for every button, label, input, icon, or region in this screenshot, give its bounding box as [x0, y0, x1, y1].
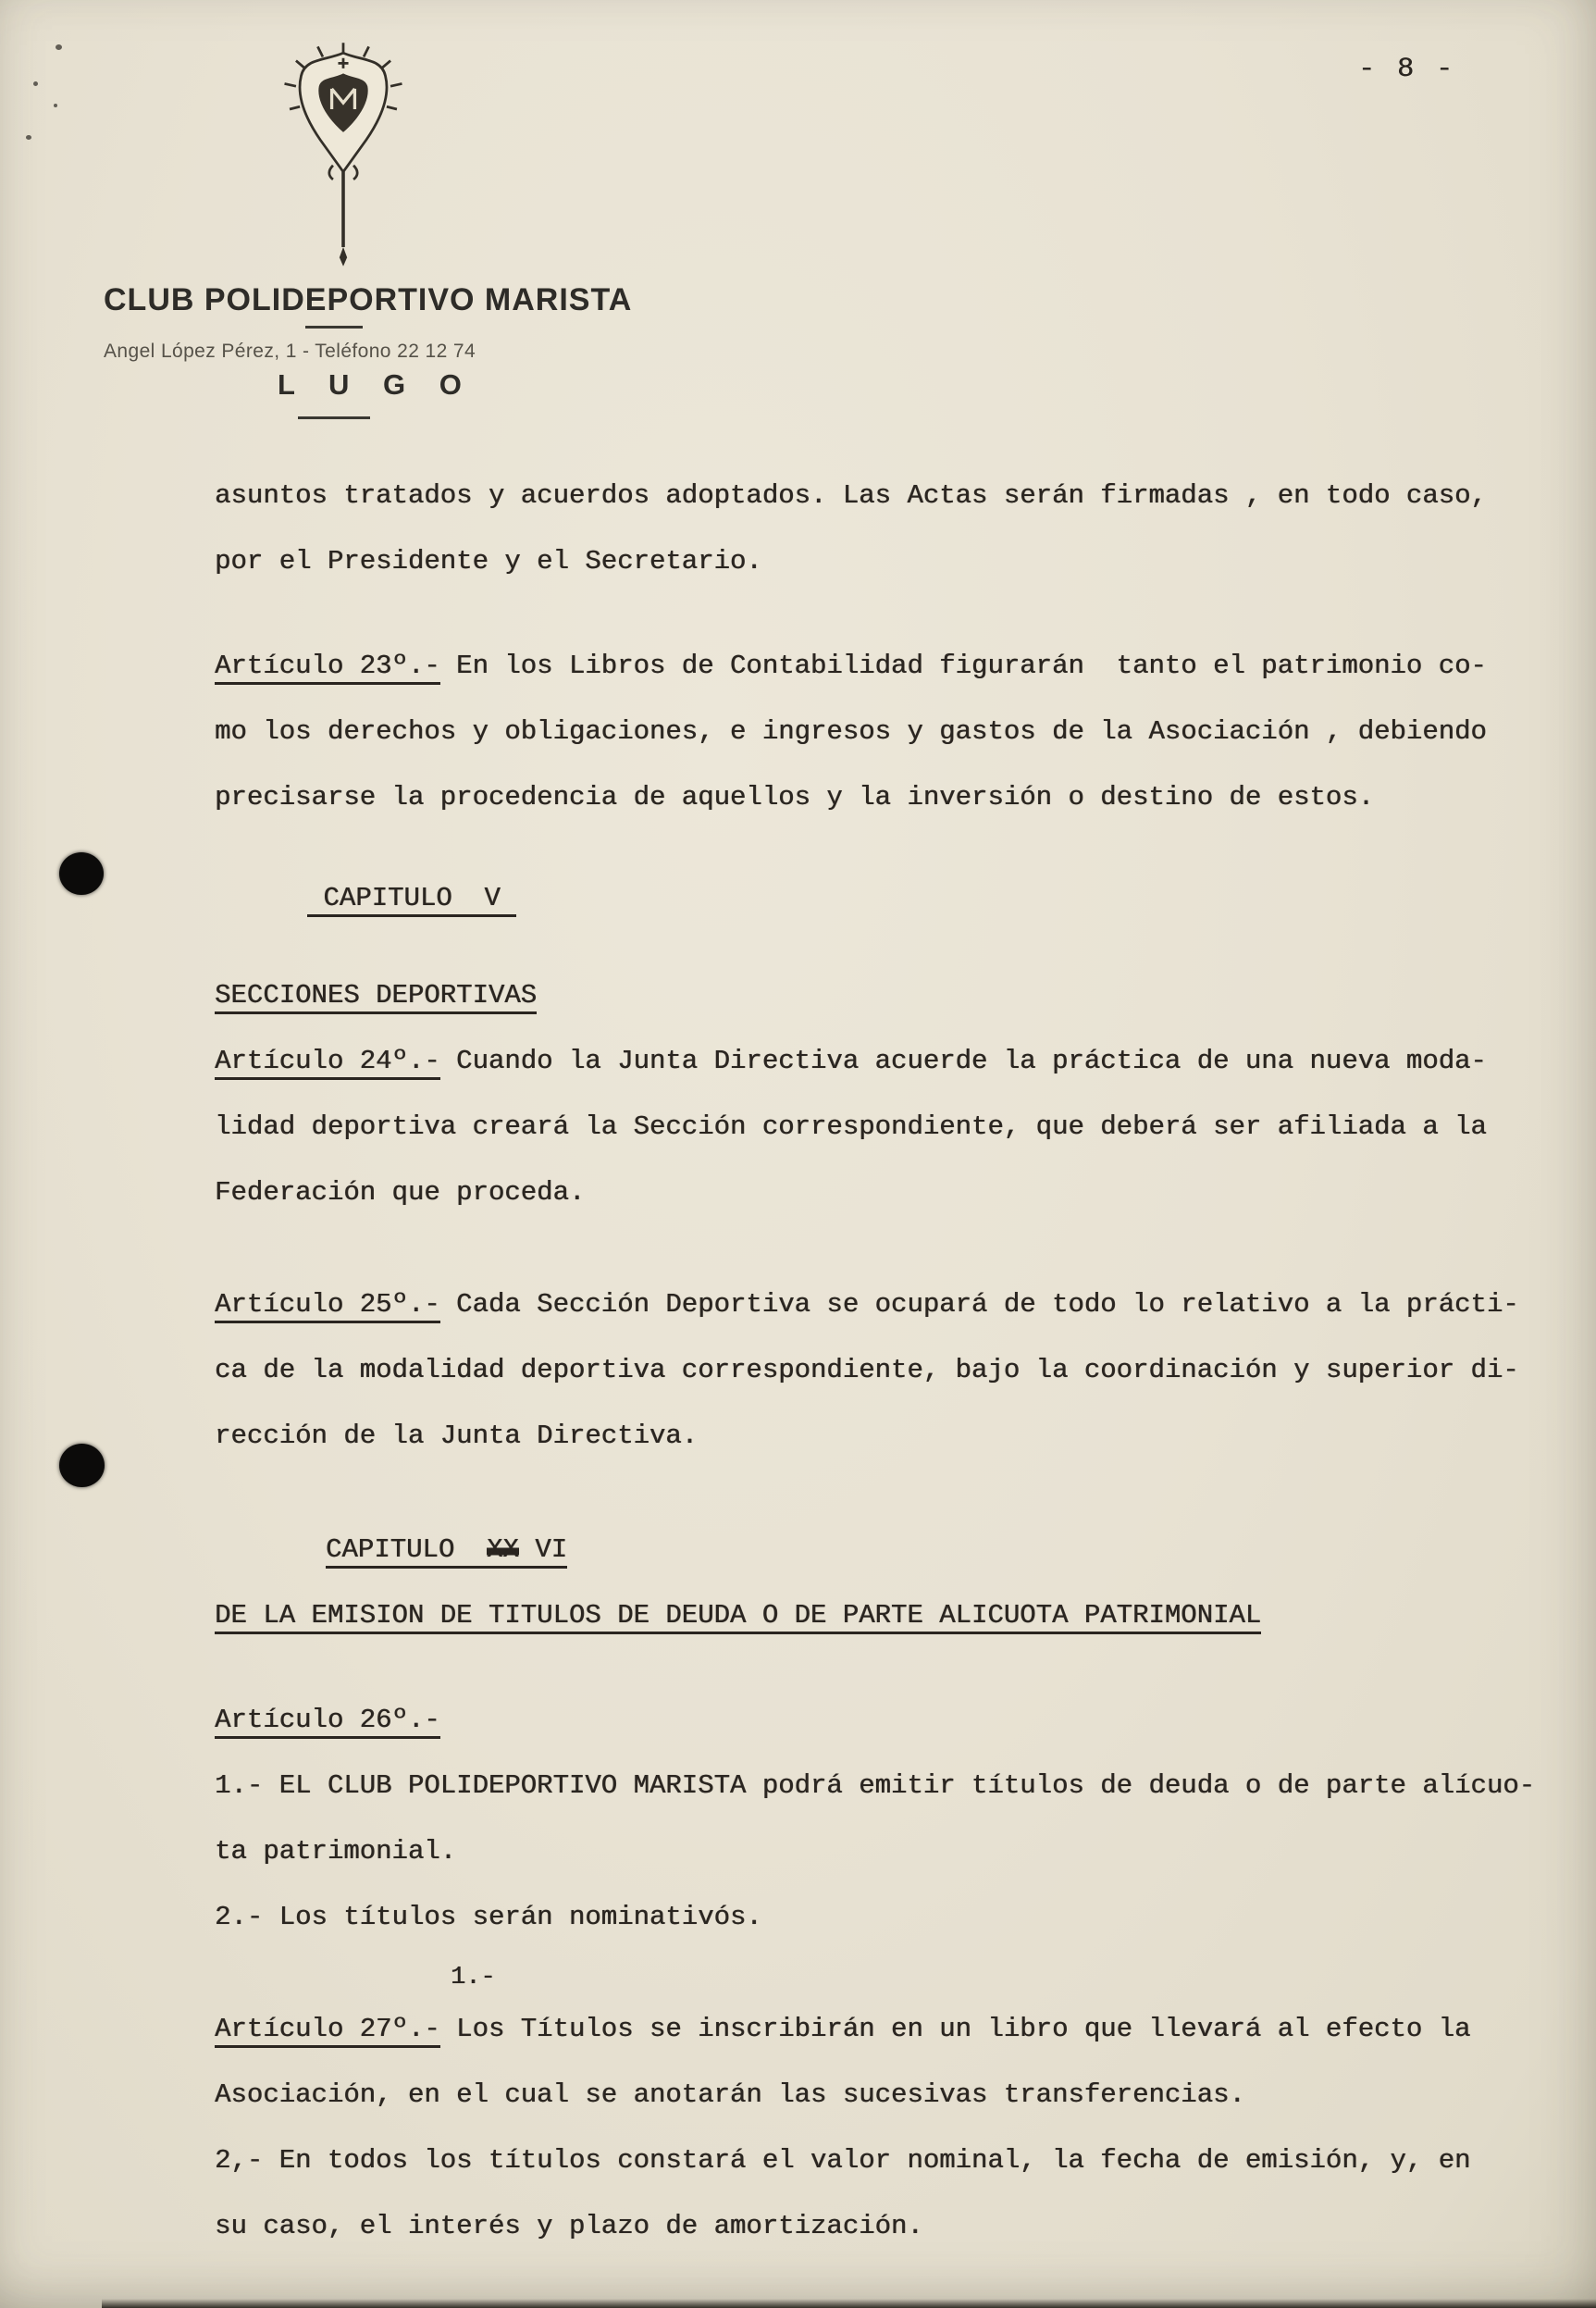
- club-name-rule: [305, 326, 363, 329]
- underlined-text: Artículo 26º.-: [215, 1705, 440, 1739]
- text-line: [215, 1337, 1575, 1403]
- text-line: [215, 1582, 1575, 1648]
- text-line: [215, 1272, 1575, 1337]
- underlined-text: Artículo 25º.-: [215, 1289, 440, 1323]
- paragraph-block: [215, 865, 1575, 931]
- typed-text: Los Títulos se inscribirán en un libro que llevará al efecto la: [439, 2014, 1471, 2044]
- text-line: [215, 1160, 1575, 1225]
- underlined-text: Artículo 27º.-: [215, 2014, 440, 2048]
- paragraph-block: [215, 463, 1575, 594]
- paragraph-block: [215, 1959, 1575, 2259]
- underlined-text: CAPITULO: [326, 1534, 487, 1569]
- text-line: [215, 2193, 1575, 2259]
- text-line: [215, 1753, 1575, 1818]
- ink-blot-2: [59, 1444, 105, 1487]
- typed-text: Asociación, en el cual se anotarán las sucesivas transferencias.: [215, 2079, 1245, 2110]
- typed-text: 2,- En todos los títulos constará el valor nominal, la fecha de emisión, y, en: [215, 2145, 1471, 2176]
- typed-text: Federación que proceda.: [215, 1177, 586, 1208]
- text-line: [215, 962, 1575, 1028]
- text-line: [215, 2062, 1575, 2128]
- underlined-text: XX: [487, 1534, 519, 1569]
- club-name: CLUB POLIDEPORTIVO MARISTA: [104, 282, 633, 317]
- paragraph-block: [215, 1687, 1575, 1950]
- typed-text: 2.- Los títulos serán nominativós.: [215, 1902, 762, 1932]
- scan-speck: [26, 135, 31, 140]
- text-line: [215, 699, 1575, 764]
- paragraph-block: [215, 1272, 1575, 1469]
- text-line: [215, 463, 1575, 528]
- underlined-text: DE LA EMISION DE TITULOS DE DEUDA O DE PARTE ALICUOTA PATRIMONIAL: [215, 1600, 1261, 1634]
- typed-text: asuntos tratados y acuerdos adoptados. Las Actas serán firmadas , en todo caso,: [215, 480, 1487, 511]
- typed-text: precisarse la procedencia de aquellos y la inversión o destino de estos.: [215, 782, 1375, 813]
- text-line: [215, 764, 1575, 830]
- paragraph-block: [215, 962, 1575, 1225]
- underlined-text: CAPITULO V: [307, 883, 516, 917]
- text-line: [215, 1517, 1575, 1582]
- typed-text: En los Libros de Contabilidad figurarán tanto el patrimonio co-: [439, 651, 1487, 681]
- text-line: [215, 1996, 1575, 2062]
- text-line: [215, 865, 1575, 931]
- text-line: [215, 1028, 1575, 1094]
- underlined-text: SECCIONES DEPORTIVAS: [215, 980, 537, 1014]
- text-line: [215, 1403, 1575, 1469]
- scan-speck: [33, 81, 38, 86]
- text-line: [215, 1959, 1575, 1996]
- typed-text: Cuando la Junta Directiva acuerde la práctica de una nueva moda-: [439, 1046, 1487, 1076]
- underlined-text: Artículo 24º.-: [215, 1046, 440, 1080]
- scan-speck: [56, 44, 62, 50]
- text-line: [215, 1094, 1575, 1160]
- underlined-text: VI: [519, 1534, 567, 1569]
- typed-text: 1.-: [451, 1964, 496, 1992]
- typed-text: mo los derechos y obligaciones, e ingresos y gastos de la Asociación , debiendo: [215, 716, 1487, 747]
- document-body: [215, 463, 1575, 2259]
- typed-text: rección de la Junta Directiva.: [215, 1421, 699, 1451]
- page-number: - 8 -: [1358, 54, 1456, 85]
- underlined-text: Artículo 23º.-: [215, 651, 440, 685]
- typed-text: su caso, el interés y plazo de amortización.: [215, 2211, 923, 2241]
- scan-edge: [102, 2299, 1596, 2308]
- typed-text: ca de la modalidad deportiva correspondiente, bajo la coordinación y superior di-: [215, 1355, 1519, 1385]
- club-crest-logo: [279, 43, 407, 267]
- club-city-rule: [298, 416, 370, 419]
- paragraph-block: [215, 1517, 1575, 1648]
- paragraph-block: [215, 633, 1575, 830]
- typed-text: ta patrimonial.: [215, 1836, 457, 1867]
- typed-text: 1.- EL CLUB POLIDEPORTIVO MARISTA podrá emitir títulos de deuda o de parte alícuo-: [215, 1770, 1536, 1801]
- text-line: [215, 633, 1575, 699]
- club-city: L U G O: [278, 368, 475, 401]
- scan-speck: [54, 104, 57, 107]
- typed-text: Cada Sección Deportiva se ocupará de todo lo relativo a la prácti-: [439, 1289, 1519, 1320]
- text-line: [215, 2128, 1575, 2193]
- text-line: [215, 1884, 1575, 1950]
- ink-blot-1: [59, 852, 104, 895]
- typed-text: por el Presidente y el Secretario.: [215, 546, 762, 577]
- typed-text: lidad deportiva creará la Sección correspondiente, que deberá ser afiliada a la: [215, 1111, 1487, 1142]
- text-line: [215, 1818, 1575, 1884]
- text-line: [215, 1687, 1575, 1753]
- text-line: [215, 528, 1575, 594]
- club-address: Angel López Pérez, 1 - Teléfono 22 12 74: [104, 341, 476, 362]
